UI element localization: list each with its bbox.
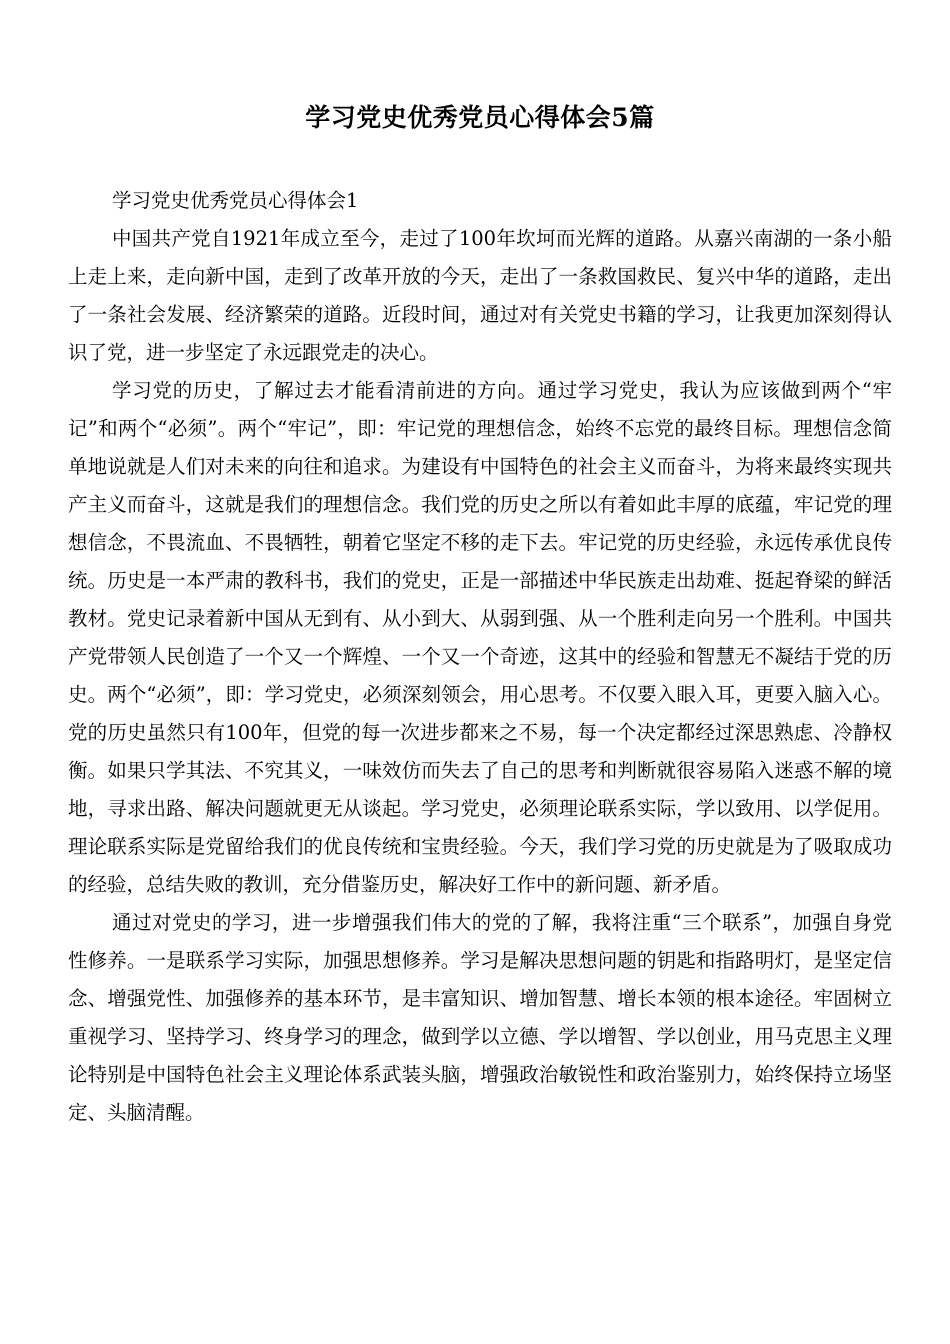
section-heading: 学习党史优秀党员心得体会1 (112, 189, 359, 212)
paragraph-2: 学习党的历史，了解过去才能看清前进的方向。通过学习党史，我认为应该做到两个“牢记”和两个“必须”。两个“牢记”，即：牢记党的理想信念，始终不忘党的最终目标。理想信念简单地说就是人们对未来的向往和追求。为建设有中国特色的社会主义而奋斗，为将来最终实现共产主义而奋斗，这就是我们的理想信念。我们党的历史之所以有着如此丰厚的底蕴，牢记党的理想信念，不畏流血、不畏牺牲，朝着它坚定不移的走下去。牢记党的历史经验，永远传承优良传统。历史是一本严肃的教科书，我们的党史，正是一部描述中华民族走出劫难、挺起脊梁的鲜活教材。党史记录着新中国从无到有、从小到大、从弱到强、从一个胜利走向另一个胜利。中国共产党带领人民创造了一个又一个辉煌、一个又一个奇迹，这其中的经验和智慧无不凝结于党的历史。两个“必须”，即：学习党史，必须深刻领会，用心思考。不仅要入眼入耳，更要入脑入心。党的历史虽然只有100年，但党的每一次进步都来之不易，每一个决定都经过深思熟虑、冷静权衡。如果只学其法、不究其义，一味效仿而失去了自己的思考和判断就很容易陷入迷惑不解的境地，寻求出路、解决问题就更无从谈起。学习党史，必须理论联系实际，学以致用、以学促用。理论联系实际是党留给我们的优良传统和宝贵经验。今天，我们学习党的历史就是为了吸取成功的经验，总结失败的教训，充分借鉴历史，解决好工作中的新问题、新矛盾。 (68, 379, 892, 896)
document-body (68, 182, 892, 1132)
paragraph-3: 通过对党史的学习，进一步增强我们伟大的党的了解，我将注重“三个联系”，加强自身党性修养。一是联系学习实际，加强思想修养。学习是解决思想问题的钥匙和指路明灯，是坚定信念、增强党性、加强修养的基本环节，是丰富知识、增加智慧、增长本领的根本途径。牢固树立重视学习、坚持学习、终身学习的理念，做到学以立德、学以增智、学以创业，用马克思主义理论特别是中国特色社会主义理论体系武装头脑，增强政治敏锐性和政治鉴别力，始终保持立场坚定、头脑清醒。 (68, 911, 892, 1124)
document-title: 学习党史优秀党员心得体会5篇 (305, 103, 655, 132)
paragraph-1: 中国共产党自1921年成立至今，走过了100年坎坷而光辉的道路。从嘉兴南湖的一条小船上走上来，走向新中国，走到了改革开放的今天，走出了一条救国救民、复兴中华的道路，走出了一条社会发展、经济繁荣的道路。近段时间，通过对有关党史书籍的学习，让我更加深刻得认识了党，进一步坚定了永远跟党走的决心。 (68, 227, 892, 364)
